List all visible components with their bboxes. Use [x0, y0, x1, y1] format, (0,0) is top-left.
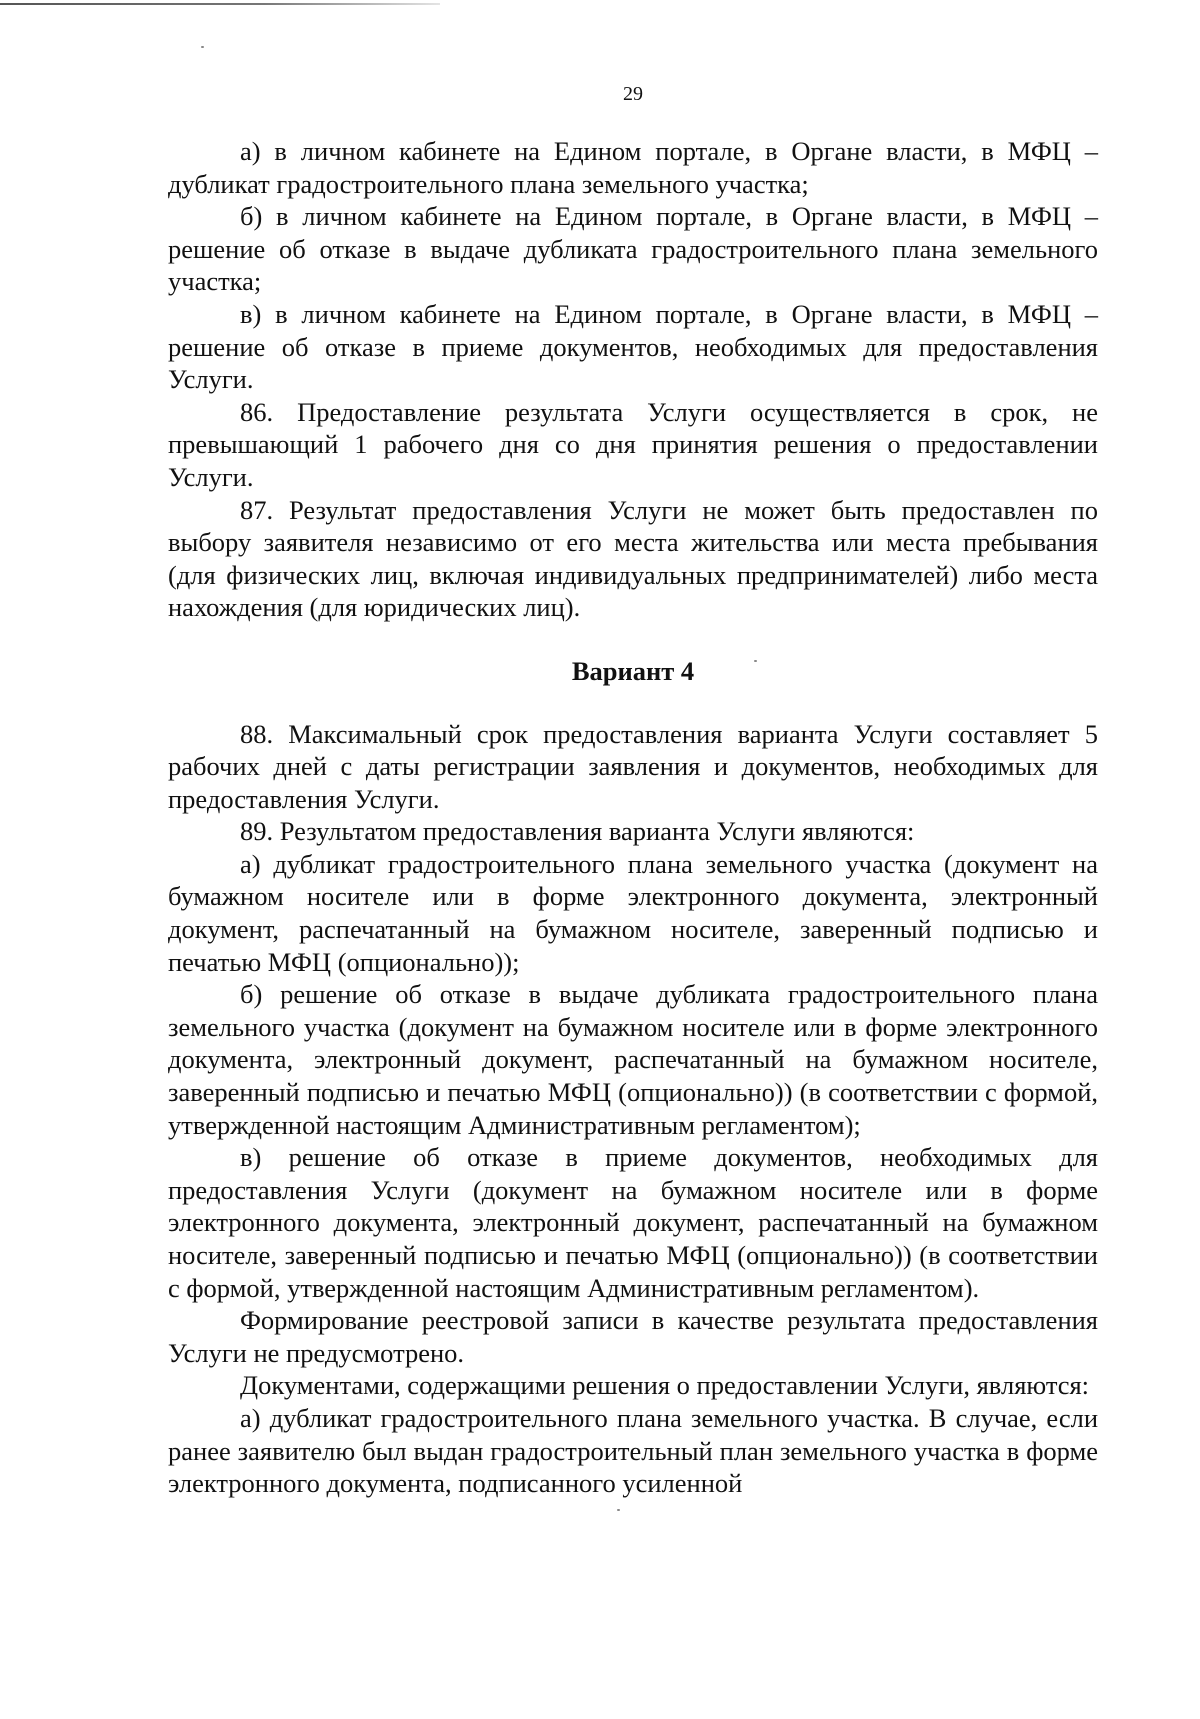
scan-speck	[617, 1509, 620, 1511]
scan-speck	[201, 46, 204, 48]
document-body	[168, 135, 1098, 1500]
paragraph-89-item-v: в) решение об отказе в приеме документов, необходимых для предоставления Услуги (документ на бумажном носителе или в форме электронного документа, электронный документ, распечатанный на бумажном носителе, заверенный подписью и печатью МФЦ (опционально)) (в соответствии с формой, утвержденной настоящим Административным регламентом).	[168, 1142, 1098, 1303]
page-number: 29	[623, 83, 643, 105]
paragraph-89-item-b: б) решение об отказе в выдаче дубликата градостроительного плана земельного участка (документ на бумажном носителе или в форме электронного документа, электронный документ, распечатанный на бумажном носителе, заверенный подписью и печатью МФЦ (опционально)) (в соответствии с формой, утвержденной настоящим Административным регламентом);	[168, 979, 1098, 1140]
paragraph-87: 87. Результат предоставления Услуги не может быть предоставлен по выбору заявителя независимо от его места жительства или места пребывания (для физических лиц, включая индивидуальных предпринимателей) либо места нахождения (для юридических лиц).	[168, 494, 1098, 623]
scan-edge-artifact	[0, 3, 440, 5]
paragraph-88: 88. Максимальный срок предоставления варианта Услуги составляет 5 рабочих дней с даты регистрации заявления и документов, необходимых для предоставления Услуги.	[168, 718, 1098, 814]
paragraph-89-item-a: а) дубликат градостроительного плана земельного участка (документ на бумажном носителе или в форме электронного документа, электронный документ, распечатанный на бумажном носителе, заверенный подписью и печатью МФЦ (опционально));	[168, 848, 1098, 977]
paragraph-decision-item-a: а) дубликат градостроительного плана земельного участка. В случае, если ранее заявителю был выдан градостроительный план земельного участка в форме электронного документа, подписанного усиленной	[168, 1402, 1098, 1499]
paragraph-89: 89. Результатом предоставления варианта Услуги являются:	[240, 816, 915, 847]
paragraph-item-b: б) в личном кабинете на Едином портале, в Органе власти, в МФЦ – решение об отказе в выдаче дубликата градостроительного плана земельного участка;	[168, 201, 1098, 297]
paragraph-item-v: в) в личном кабинете на Едином портале, в Органе власти, в МФЦ – решение об отказе в приеме документов, необходимых для предоставления Услуги.	[168, 298, 1098, 395]
paragraph-decision-documents: Документами, содержащими решения о предоставлении Услуги, являются:	[240, 1370, 1090, 1401]
paragraph-86: 86. Предоставление результата Услуги осуществляется в срок, не превышающий 1 рабочего дня со дня принятия решения о предоставлении Услуги.	[168, 396, 1098, 492]
paragraph-registry-record: Формирование реестровой записи в качестве результата предоставления Услуги не предусмотрено.	[168, 1305, 1098, 1368]
paragraph-item-a: а) в личном кабинете на Едином портале, в Органе власти, в МФЦ – дубликат градостроительного плана земельного участка;	[168, 136, 1098, 199]
section-heading: Вариант 4	[571, 655, 695, 686]
